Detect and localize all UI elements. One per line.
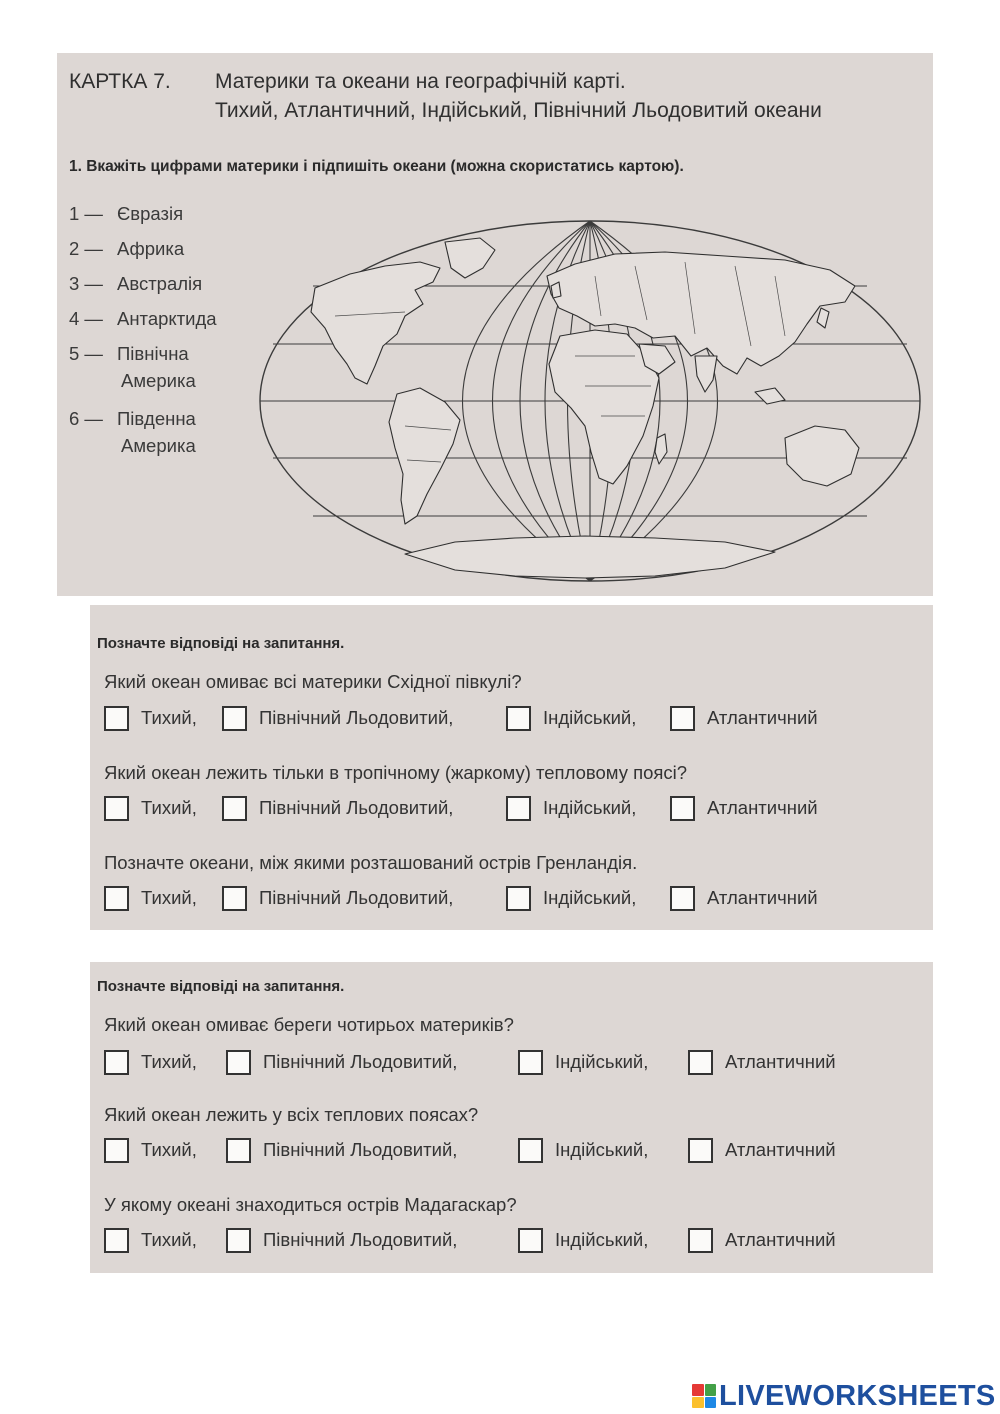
option-arctic[interactable]: Північний Льодовитий,	[222, 703, 453, 733]
option-indian[interactable]: Індійський,	[506, 793, 636, 823]
card-number: КАРТКА 7.	[69, 70, 171, 93]
checkbox[interactable]	[104, 796, 129, 821]
checkbox[interactable]	[104, 886, 129, 911]
checkbox[interactable]	[670, 886, 695, 911]
continent-legend	[69, 196, 217, 466]
option-atlantic[interactable]: Атлантичний	[670, 703, 818, 733]
question-card	[90, 962, 933, 1273]
question-text: У якому океані знаходиться острів Мадагаскар?	[104, 1194, 517, 1215]
task-instruction: 1. Вкажіть цифрами материки і підпишіть океани (можна скористатись картою).	[69, 158, 684, 175]
option-arctic[interactable]: Північний Льодовитий,	[222, 793, 453, 823]
card-title: Материки та океани на географічній карті.	[215, 70, 626, 93]
option-pacific[interactable]: Тихий,	[104, 1225, 197, 1255]
option-atlantic[interactable]: Атлантичний	[688, 1047, 836, 1077]
option-arctic[interactable]: Північний Льодовитий,	[226, 1135, 457, 1165]
answer-options	[104, 703, 924, 733]
answer-options	[104, 793, 924, 823]
option-atlantic[interactable]: Атлантичний	[688, 1225, 836, 1255]
option-indian[interactable]: Індійський,	[506, 883, 636, 913]
option-arctic[interactable]: Північний Льодовитий,	[226, 1225, 457, 1255]
map-card	[57, 53, 933, 596]
islands-indonesia	[755, 388, 785, 404]
question-text: Який океан омиває всі материки Східної півкулі?	[104, 671, 522, 692]
checkbox[interactable]	[226, 1138, 251, 1163]
option-indian[interactable]: Індійський,	[518, 1225, 648, 1255]
legend-item: 4 — Антарктида	[69, 308, 217, 329]
checkbox[interactable]	[506, 706, 531, 731]
option-pacific[interactable]: Тихий,	[104, 1135, 197, 1165]
legend-item: 6 — Південна	[69, 408, 196, 429]
option-atlantic[interactable]: Атлантичний	[688, 1135, 836, 1165]
question-text: Який океан омиває береги чотирьох материків?	[104, 1014, 514, 1035]
checkbox[interactable]	[506, 886, 531, 911]
continent-antarctica	[405, 536, 775, 578]
logo-square	[692, 1397, 704, 1409]
checkbox[interactable]	[688, 1138, 713, 1163]
legend-item-continued: Америка	[121, 370, 196, 391]
checkbox[interactable]	[104, 1050, 129, 1075]
option-pacific[interactable]: Тихий,	[104, 1047, 197, 1077]
option-atlantic[interactable]: Атлантичний	[670, 793, 818, 823]
legend-item-continued: Америка	[121, 435, 196, 456]
question-text: Який океан лежить тільки в тропічному (жаркому) тепловому поясі?	[104, 762, 688, 783]
option-arctic[interactable]: Північний Льодовитий,	[226, 1047, 457, 1077]
question-text: Позначте океани, між якими розташований острів Гренландія.	[104, 852, 638, 873]
option-pacific[interactable]: Тихий,	[104, 793, 197, 823]
liveworksheets-logo[interactable]	[692, 1378, 996, 1414]
brand-name: LIVEWORKSHEETS	[719, 1379, 996, 1412]
option-indian[interactable]: Індійський,	[518, 1047, 648, 1077]
question-text: Який океан лежить у всіх теплових поясах?	[104, 1104, 479, 1125]
continent-south-america	[389, 388, 460, 524]
checkbox[interactable]	[222, 796, 247, 821]
card-subtitle: Тихий, Атлантичний, Індійський, Північний Льодовитий океани	[215, 99, 822, 122]
checkbox[interactable]	[222, 886, 247, 911]
checkbox[interactable]	[688, 1050, 713, 1075]
answer-options	[104, 1047, 924, 1077]
option-pacific[interactable]: Тихий,	[104, 883, 197, 913]
answer-options	[104, 883, 924, 913]
checkbox[interactable]	[222, 706, 247, 731]
checkbox[interactable]	[518, 1138, 543, 1163]
continent-greenland	[445, 238, 495, 278]
continent-australia	[785, 426, 859, 486]
checkbox[interactable]	[226, 1228, 251, 1253]
legend-item: 5 — Північна	[69, 343, 189, 364]
checkbox[interactable]	[670, 796, 695, 821]
island-madagascar	[655, 434, 667, 464]
answer-options	[104, 1135, 924, 1165]
legend-item: 3 — Австралія	[69, 273, 203, 294]
option-atlantic[interactable]: Атлантичний	[670, 883, 818, 913]
option-pacific[interactable]: Тихий,	[104, 703, 197, 733]
checkbox[interactable]	[506, 796, 531, 821]
continent-north-america	[311, 262, 440, 384]
option-arctic[interactable]: Північний Льодовитий,	[222, 883, 453, 913]
logo-square	[692, 1384, 704, 1396]
question-heading: Позначте відповіді на запитання.	[97, 978, 345, 995]
checkbox[interactable]	[670, 706, 695, 731]
option-indian[interactable]: Індійський,	[518, 1135, 648, 1165]
peninsula-india	[695, 356, 717, 392]
checkbox[interactable]	[688, 1228, 713, 1253]
checkbox[interactable]	[104, 706, 129, 731]
logo-square	[705, 1384, 717, 1396]
question-card	[90, 605, 933, 930]
legend-item: 1 — Євразія	[69, 203, 184, 224]
question-heading: Позначте відповіді на запитання.	[97, 635, 345, 652]
checkbox[interactable]	[104, 1138, 129, 1163]
checkbox[interactable]	[104, 1228, 129, 1253]
liveworksheets-icon	[692, 1384, 716, 1408]
islands-japan	[817, 308, 829, 328]
legend-item: 2 — Африка	[69, 238, 185, 259]
logo-square	[705, 1397, 717, 1409]
checkbox[interactable]	[518, 1050, 543, 1075]
answer-options	[104, 1225, 924, 1255]
option-indian[interactable]: Індійський,	[506, 703, 636, 733]
checkbox[interactable]	[226, 1050, 251, 1075]
checkbox[interactable]	[518, 1228, 543, 1253]
world-outline-map	[255, 216, 925, 586]
